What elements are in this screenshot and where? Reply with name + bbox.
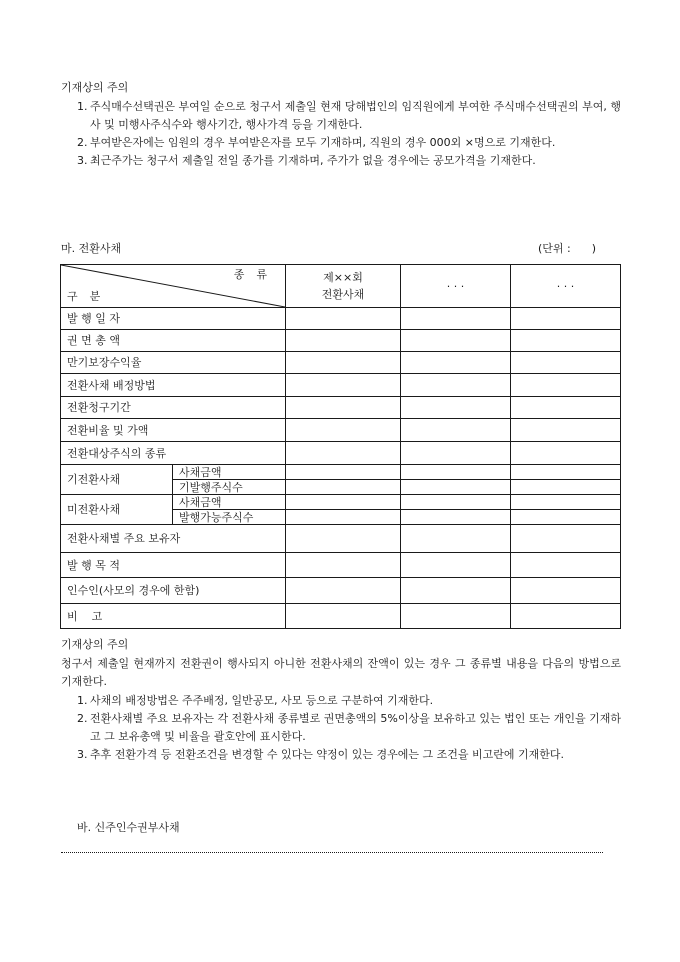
value-cell [401,525,511,553]
row-label: 기전환사채 [61,465,173,495]
table-row [61,330,621,352]
value-cell [401,495,511,510]
header-col-bond-line2: 전환사채 [321,288,365,301]
note-text: 사채의 배정방법은 주주배정, 일반공모, 사모 등으로 구분하여 기재한다. [90,694,434,707]
header-kind-label: 종류 [233,268,279,281]
note-text: 최근주가는 청구서 제출일 전일 종가를 기재하며, 주가가 없을 경우에는 공모가격을 기재한다. [90,154,536,167]
value-cell [286,553,401,578]
value-cell [511,578,621,604]
value-cell [511,330,621,352]
value-cell [286,578,401,604]
note-item [61,98,621,134]
value-cell [286,308,401,330]
notes-heading: 기재상의 주의 [61,638,129,651]
note-item [61,710,621,746]
notes-list [61,692,621,764]
value-cell [511,308,621,330]
note-item [61,692,621,710]
value-cell [401,553,511,578]
note-number: 2. [77,712,88,725]
section-title-convertible-bonds: 마. 전환사채 [61,242,122,255]
note-item [61,152,621,170]
value-cell [511,480,621,495]
value-cell [511,525,621,553]
note-number: 3. [77,748,88,761]
row-label: 전환대상주식의 종류 [61,442,286,465]
header-col-bond [286,265,401,308]
table-header-row [61,265,621,308]
section-title-bond-with-warrant: 바. 신주인수권부사채 [77,821,180,834]
row-label: 비 고 [61,604,286,629]
value-cell [401,308,511,330]
diagonal-header-cell [61,265,286,308]
row-label: 발 행 일 자 [61,308,286,330]
sub-row-label: 사채금액 [173,465,286,480]
note-number: 1. [77,100,88,113]
row-label: 인수인(사모의 경우에 한함) [61,578,286,604]
row-label: 권 면 총 액 [61,330,286,352]
table-row [61,419,621,442]
notes-intro: 청구서 제출일 현재까지 전환권이 행사되지 아니한 전환사채의 잔액이 있는 경우 그 종류별 내용을 다음의 방법으로 기재한다. [61,657,621,688]
note-text: 주식매수선택권은 부여일 순으로 청구서 제출일 현재 당해법인의 임직원에게 부여한 주식매수선택권의 부여, 행사 및 미행사주식수와 행사기간, 행사가격 등을 기재한다. [90,100,621,131]
value-cell [511,465,621,480]
table-row [61,578,621,604]
value-cell [511,397,621,419]
value-cell [511,510,621,525]
header-category-label: 구분 [67,290,113,303]
table-row [61,604,621,629]
header-col-bond-line1: 제××회 [323,271,363,284]
header-col-ellipsis: · · · [511,265,621,308]
value-cell [401,604,511,629]
value-cell [401,442,511,465]
value-cell [286,510,401,525]
value-cell [286,480,401,495]
note-text: 부여받은자에는 임원의 경우 부여받은자를 모두 기재하며, 직원의 경우 000외 ×명으로 기재한다. [90,136,556,149]
value-cell [511,352,621,374]
convertible-bond-table [60,264,621,629]
notes-list [61,98,621,170]
row-label: 미전환사채 [61,495,173,525]
value-cell [401,480,511,495]
table-row [61,374,621,397]
row-label: 전환사채별 주요 보유자 [61,525,286,553]
note-number: 1. [77,694,88,707]
row-label: 전환청구기간 [61,397,286,419]
value-cell [511,553,621,578]
value-cell [401,510,511,525]
table-row [61,308,621,330]
table-row [61,352,621,374]
dotted-divider [61,852,603,853]
note-number: 2. [77,136,88,149]
note-item [61,746,621,764]
table-row [61,442,621,465]
value-cell [286,465,401,480]
sub-row-label: 발행가능주식수 [173,510,286,525]
notes-heading: 기재상의 주의 [61,81,129,94]
value-cell [286,397,401,419]
value-cell [286,352,401,374]
value-cell [401,465,511,480]
row-label: 발 행 목 적 [61,553,286,578]
table-row [61,397,621,419]
value-cell [511,419,621,442]
value-cell [511,374,621,397]
value-cell [401,397,511,419]
table-row [61,465,621,480]
table-row [61,553,621,578]
value-cell [401,352,511,374]
value-cell [401,419,511,442]
row-label: 만기보장수익율 [61,352,286,374]
note-text: 전환사채별 주요 보유자는 각 전환사채 종류별로 권면총액의 5%이상을 보유하고 있는 법인 또는 개인을 기재하고 그 보유총액 및 비율을 괄호안에 표시한다. [90,712,621,743]
note-text: 추후 전환가격 등 전환조건을 변경할 수 있다는 약정이 있는 경우에는 그 조건을 비고란에 기재한다. [90,748,564,761]
note-number: 3. [77,154,88,167]
note-item [61,134,621,152]
value-cell [286,374,401,397]
row-label: 전환비율 및 가액 [61,419,286,442]
value-cell [401,330,511,352]
value-cell [286,525,401,553]
value-cell [286,442,401,465]
value-cell [401,578,511,604]
sub-row-label: 기발행주식수 [173,480,286,495]
value-cell [401,374,511,397]
value-cell [286,330,401,352]
row-label: 전환사채 배정방법 [61,374,286,397]
table-row [61,525,621,553]
value-cell [286,604,401,629]
value-cell [511,442,621,465]
value-cell [286,419,401,442]
value-cell [511,604,621,629]
value-cell [511,495,621,510]
table-row [61,495,621,510]
sub-row-label: 사채금액 [173,495,286,510]
value-cell [286,495,401,510]
header-col-ellipsis: · · · [401,265,511,308]
unit-label: (단위 : ) [538,242,597,255]
